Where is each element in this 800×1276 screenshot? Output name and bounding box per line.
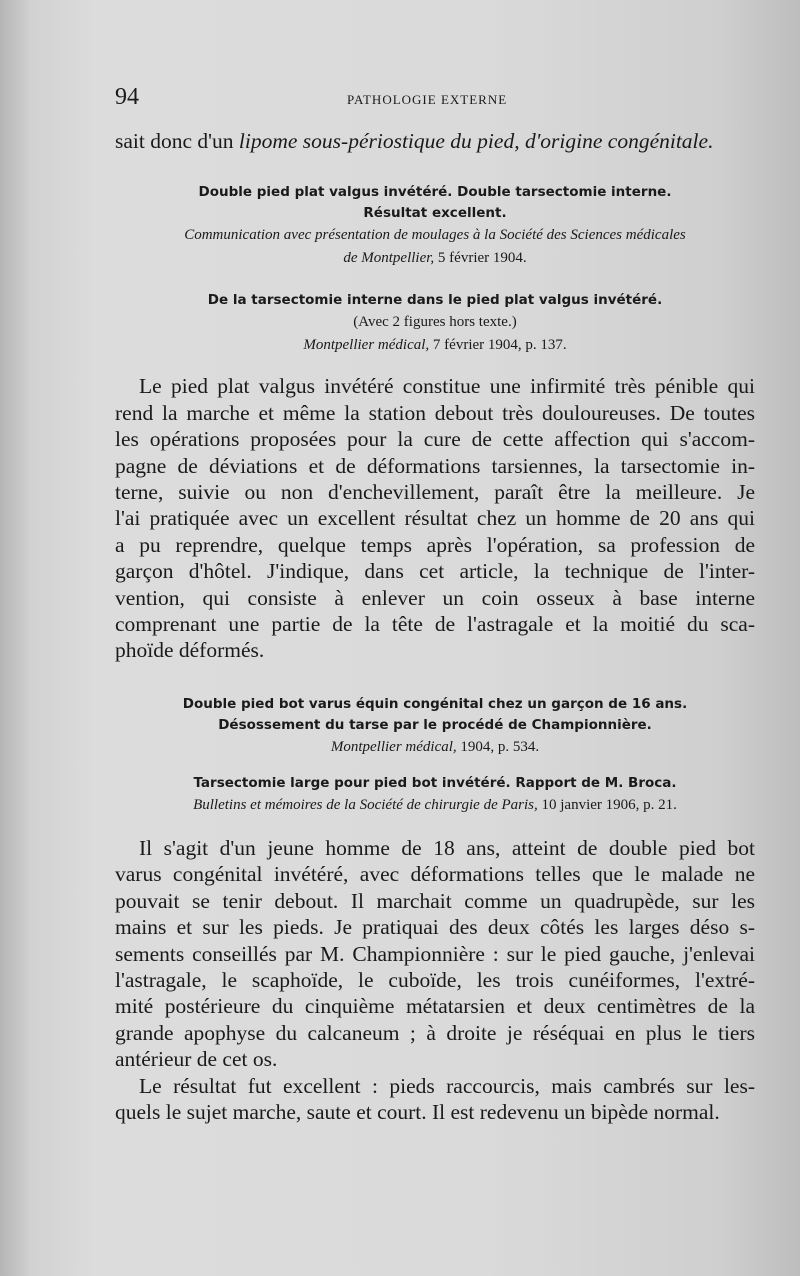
paragraph-line: Le résultat fut excellent : pieds raccourcis, mais cambrés sur les- [139,1073,755,1098]
paragraph-line: l'astragale, le scaphoïde, le cuboïde, les trois cunéiformes, l'extré- [115,967,755,992]
section-1 [115,182,755,270]
section-2-citation-plain: 7 février 1904, p. 137. [429,337,567,354]
page-number: 94 [115,84,139,110]
paragraph-line: les opérations proposées pour la cure de cette affection qui s'accom- [115,427,755,452]
section-1-citation-plain: 5 février 1904. [434,250,527,267]
section-1-citation-italic: Communication avec présentation de moulages à la Société des Sciences médicales [184,227,686,244]
section-2-citation [115,334,755,357]
paragraph-line: phoïde déformés. [115,638,265,663]
running-head: PATHOLOGIE EXTERNE [347,92,508,107]
section-4-citation-plain: 10 janvier 1906, p. 21. [537,796,677,813]
paragraph-line: varus congénital invétéré, avec déformations telles que le malade ne [115,862,755,887]
section-2-note: (Avec 2 figures hors texte.) [353,314,517,331]
section-4-paragraph-1 [115,835,755,1073]
page-content [115,128,755,1125]
section-4 [115,773,755,817]
section-1-citation-line [115,247,755,270]
section-2-title-line: De la tarsectomie interne dans le pied plat valgus invétéré. [207,292,663,309]
section-1-title-line: Résultat excellent. [363,205,507,222]
section-1-citation-line [115,224,755,247]
page-header [115,84,755,112]
section-2-citation-italic: Montpellier médical, [303,337,430,354]
section-1-title-line: Double pied plat valgus invétéré. Double tarsectomie interne. [198,184,672,201]
section-3-citation-italic: Montpellier médical, [330,738,457,755]
paragraph-line: garçon d'hôtel. J'indique, dans cet article, la technique de l'inter- [115,559,755,584]
opening-line-pre: sait donc d'un [115,129,239,153]
paragraph-line: pouvait se tenir debout. Il marchait comme un quadrupède, sur les [115,888,755,913]
paragraph-line: Le pied plat valgus invétéré constitue une infirmité très pénible qui [139,374,755,399]
section-2 [115,290,755,357]
section-3 [115,694,755,759]
section-4-citation [115,794,755,817]
paragraph-line: quels le sujet marche, saute et court. Il est redevenu un bipède normal. [115,1099,720,1124]
paragraph-line: l'ai pratiquée avec un excellent résultat chez un homme de 20 ans qui [115,506,755,531]
paragraph-line: rend la marche et même la station debout très douloureuses. De toutes [115,400,755,425]
paragraph-line: mains et sur les pieds. Je pratiquai des deux côtés les larges déso s- [115,915,755,940]
section-3-title-line: Désossement du tarse par le procédé de Championnière. [218,716,652,733]
section-2-paragraph [115,373,755,663]
paragraph-line: antérieur de cet os. [115,1047,278,1072]
paragraph-line: terne, suivie ou non d'enchevillement, paraît être la meilleure. Je [115,480,755,505]
paragraph-line: sements conseillés par M. Championnière : sur le pied gauche, j'enlevai [115,941,755,966]
section-1-citation-italic: de Montpellier, [343,250,435,267]
section-4-title-line: Tarsectomie large pour pied bot invétéré. Rapport de M. Broca. [193,774,677,791]
section-4-paragraph-2 [115,1073,755,1126]
section-4-citation-italic: Bulletins et mémoires de la Société de chirurgie de Paris, [193,796,538,813]
paragraph-line: Il s'agit d'un jeune homme de 18 ans, atteint de double pied bot [139,835,755,860]
paragraph-line: comprenant une partie de la tête de l'astragale et la moitié du sca- [115,612,755,637]
section-3-citation [115,736,755,759]
paragraph-line: grande apophyse du calcaneum ; à droite je réséquai en plus le tiers [115,1020,755,1045]
opening-line [115,128,755,154]
paragraph-line: mité postérieure du cinquième métatarsien et deux centimètres de la [115,994,755,1019]
paragraph-line: a pu reprendre, quelque temps après l'opération, sa profession de [115,532,755,557]
section-3-title-line: Double pied bot varus équin congénital chez un garçon de 16 ans. [182,695,688,712]
section-3-citation-plain: 1904, p. 534. [456,738,540,755]
paragraph-line: pagne de déviations et de déformations tarsiennes, la tarsectomie in- [115,453,755,478]
opening-line-italic: lipome sous-périostique du pied, d'origine congénitale. [238,129,714,153]
paragraph-line: vention, qui consiste à enlever un coin osseux à base interne [115,585,755,610]
